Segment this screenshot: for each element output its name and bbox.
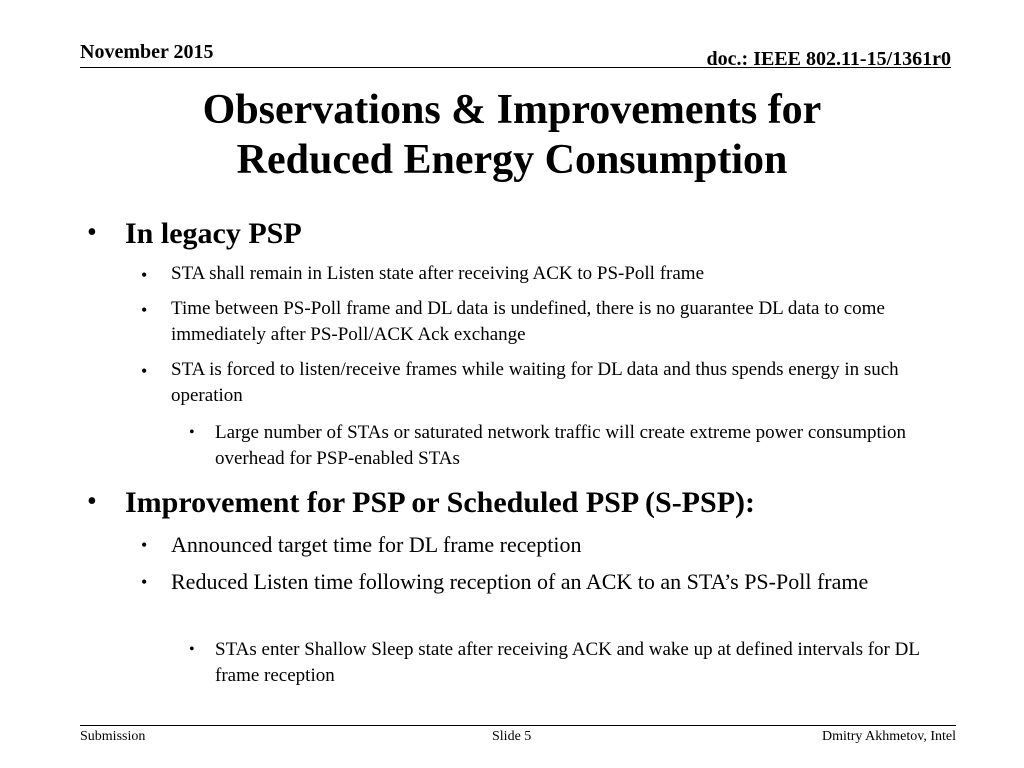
title-line-1: Observations & Improvements for <box>202 87 822 133</box>
bullet-level2 <box>141 261 961 287</box>
section1-subitem: Large number of STAs or saturated network traffic will create extreme power consumption overhead for PSP-enabled STAs <box>215 422 907 469</box>
section2-subitem: STAs enter Shallow Sleep state after receiving ACK and wake up at defined intervals for DL frame reception <box>215 639 920 686</box>
bullet-dot-icon: • <box>141 361 148 381</box>
bullet-level1 <box>87 486 967 520</box>
bullet-level3 <box>189 637 949 689</box>
section1-item: STA is forced to listen/receive frames while waiting for DL data and thus spends energy in such operation <box>171 359 899 406</box>
bullet-dot-icon: • <box>141 300 148 320</box>
section2-item: Reduced Listen time following reception of an ACK to an STA’s PS-Poll frame <box>171 569 869 594</box>
section1-heading: In legacy PSP <box>125 217 302 250</box>
bullet-dot-icon: • <box>189 641 195 658</box>
footer-author: Dmitry Akhmetov, Intel <box>821 729 956 744</box>
bullet-level2 <box>141 296 961 348</box>
footer-divider <box>80 725 956 726</box>
bullet-dot-icon: • <box>87 486 97 517</box>
header-divider <box>80 67 951 68</box>
section1-item: STA shall remain in Listen state after receiving ACK to PS-Poll frame <box>171 263 705 284</box>
section2-heading: Improvement for PSP or Scheduled PSP (S-PSP): <box>125 486 755 519</box>
bullet-dot-icon: • <box>141 572 148 592</box>
header-doc-id: doc.: IEEE 802.11-15/1361r0 <box>706 48 951 70</box>
header-date: November 2015 <box>80 41 214 63</box>
bullet-dot-icon: • <box>189 424 195 441</box>
bullet-level2 <box>141 529 961 561</box>
bullet-dot-icon: • <box>141 535 148 555</box>
bullet-dot-icon: • <box>141 265 148 285</box>
slide-title <box>80 85 944 185</box>
footer-slide-number: Slide 5 <box>492 729 532 744</box>
section1-item: Time between PS-Poll frame and DL data is undefined, there is no guarantee DL data to come immediately after PS-Poll/ACK Ack exchange <box>171 298 885 345</box>
title-line-2: Reduced Energy Consumption <box>236 137 788 183</box>
bullet-dot-icon: • <box>87 217 97 248</box>
bullet-level2 <box>141 357 961 409</box>
section2-item: Announced target time for DL frame reception <box>171 532 582 557</box>
bullet-level3 <box>189 420 949 472</box>
bullet-level1 <box>87 217 967 251</box>
footer-submission: Submission <box>80 729 146 744</box>
bullet-level2 <box>141 566 961 598</box>
